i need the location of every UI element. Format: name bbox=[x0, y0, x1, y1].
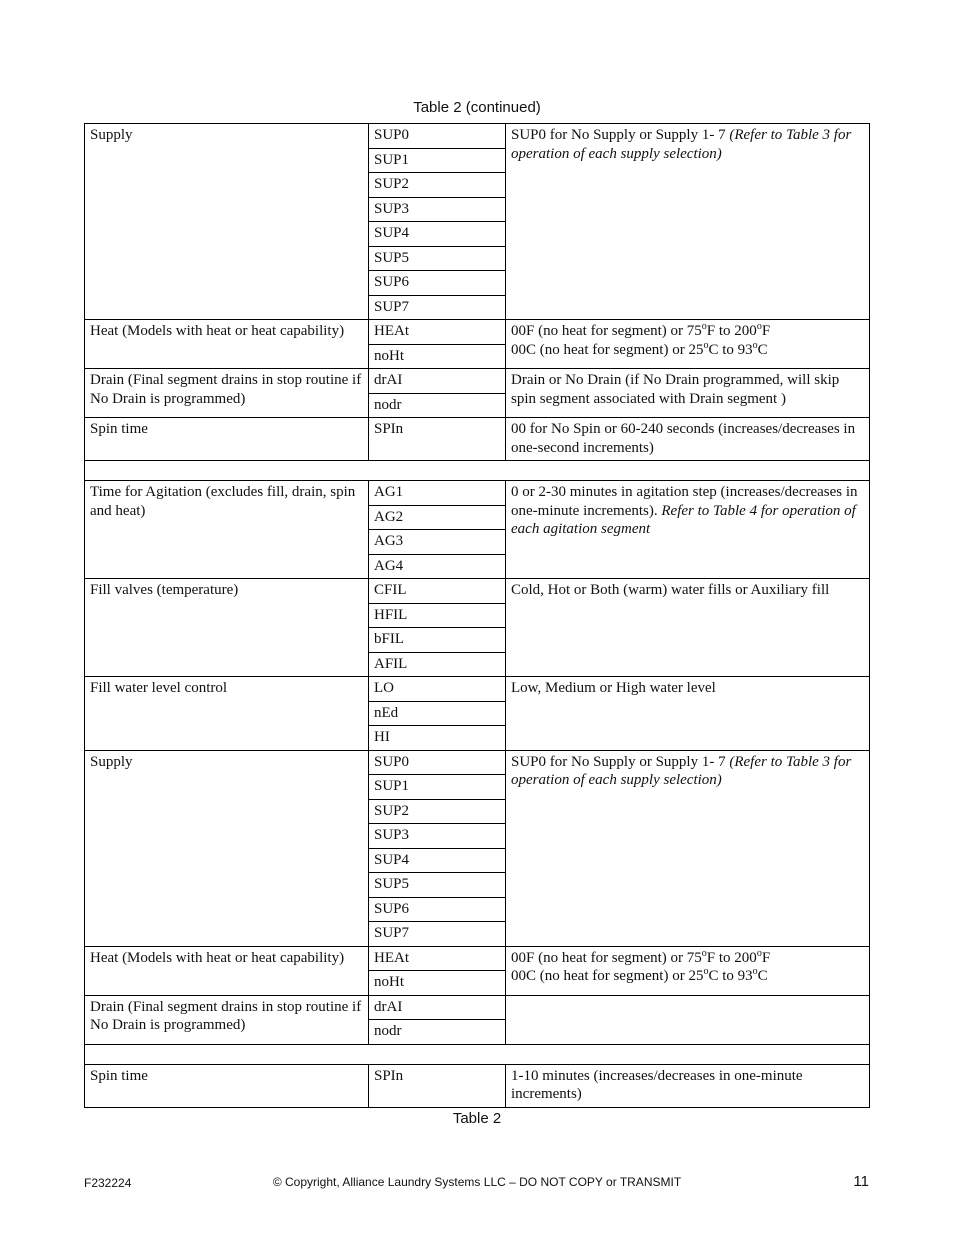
parameter-cell: Drain (Final segment drains in stop routine if No Drain is programmed) bbox=[85, 995, 369, 1044]
degree-sign: o bbox=[756, 947, 762, 959]
description-text: C bbox=[757, 968, 768, 984]
description-cell bbox=[506, 750, 870, 946]
code-cell: noHt bbox=[369, 344, 506, 369]
code-cell: AFIL bbox=[369, 652, 506, 677]
description-text: SUP0 for No Supply or Supply 1- 7 bbox=[511, 127, 730, 143]
code-cell: drAI bbox=[369, 369, 506, 394]
description-reference: Refer to Table 4 for operation of each agitation segment bbox=[511, 502, 856, 537]
code-cell: drAI bbox=[369, 995, 506, 1020]
description-text: C bbox=[757, 341, 768, 358]
table-separator-row bbox=[85, 1044, 870, 1064]
code-cell: SUP4 bbox=[369, 848, 506, 873]
description-text: F to 200 bbox=[706, 949, 757, 966]
code-cell: HFIL bbox=[369, 603, 506, 628]
parameter-cell: Supply bbox=[85, 750, 369, 946]
code-cell: nEd bbox=[369, 701, 506, 726]
code-cell: AG3 bbox=[369, 530, 506, 555]
code-cell: SUP1 bbox=[369, 148, 506, 173]
description-text: 00C (no heat for segment) or 25 bbox=[511, 341, 704, 358]
parameter-cell: Time for Agitation (excludes fill, drain, spin and heat) bbox=[85, 481, 369, 579]
description-text: C to 93 bbox=[708, 968, 753, 984]
code-cell: LO bbox=[369, 677, 506, 702]
code-cell: SUP6 bbox=[369, 897, 506, 922]
parameter-cell: Spin time bbox=[85, 418, 369, 461]
description-cell bbox=[506, 946, 870, 995]
table-row bbox=[85, 320, 870, 345]
code-cell: SUP2 bbox=[369, 173, 506, 198]
copyright-notice: © Copyright, Alliance Laundry Systems LLC – DO NOT COPY or TRANSMIT bbox=[272, 1175, 682, 1189]
code-cell: noHt bbox=[369, 971, 506, 996]
description-cell: 00 for No Spin or 60-240 seconds (increases/decreases in one-second increments) bbox=[506, 418, 870, 461]
settings-table bbox=[84, 123, 870, 1108]
table-row bbox=[85, 418, 870, 461]
code-cell: SPIn bbox=[369, 418, 506, 461]
description-text: 0 or 2-30 minutes in agitation step (increases/decreases in one-minute increments). bbox=[511, 484, 858, 519]
parameter-cell: Heat (Models with heat or heat capability) bbox=[85, 946, 369, 995]
description-cell: 1-10 minutes (increases/decreases in one-minute increments) bbox=[506, 1064, 870, 1107]
degree-sign: o bbox=[703, 339, 709, 351]
code-cell: SUP5 bbox=[369, 246, 506, 271]
description-text: C to 93 bbox=[708, 341, 753, 358]
code-cell: HI bbox=[369, 726, 506, 751]
code-cell: CFIL bbox=[369, 579, 506, 604]
code-cell: bFIL bbox=[369, 628, 506, 653]
table-row bbox=[85, 1064, 870, 1107]
code-cell: SUP7 bbox=[369, 922, 506, 947]
description-text: SUP0 for No Supply or Supply 1- 7 bbox=[511, 753, 730, 770]
settings-table-container bbox=[84, 123, 870, 1108]
page-number: 11 bbox=[853, 1173, 869, 1190]
table-row bbox=[85, 677, 870, 702]
degree-sign: o bbox=[752, 966, 758, 977]
code-cell: SUP4 bbox=[369, 222, 506, 247]
document-id: F232224 bbox=[84, 1176, 132, 1190]
description-cell: Drain or No Drain (if No Drain programmed, will skip spin segment associated with Drain segment ) bbox=[506, 369, 870, 418]
code-cell: SUP2 bbox=[369, 799, 506, 824]
parameter-cell: Spin time bbox=[85, 1064, 369, 1107]
code-cell: AG2 bbox=[369, 505, 506, 530]
degree-sign: o bbox=[752, 339, 758, 351]
table-caption-continued: Table 2 (continued) bbox=[413, 99, 541, 116]
table-row bbox=[85, 750, 870, 775]
description-cell bbox=[506, 124, 870, 320]
parameter-cell: Fill valves (temperature) bbox=[85, 579, 369, 677]
code-cell: SPIn bbox=[369, 1064, 506, 1107]
degree-sign: o bbox=[701, 321, 707, 332]
description-cell bbox=[506, 481, 870, 579]
table-row bbox=[85, 946, 870, 971]
description-text: 00F (no heat for segment) or 75 bbox=[511, 323, 702, 339]
parameter-cell: Drain (Final segment drains in stop routine if No Drain is programmed) bbox=[85, 369, 369, 418]
description-text: F bbox=[761, 323, 771, 339]
parameter-cell: Fill water level control bbox=[85, 677, 369, 751]
description-cell: Low, Medium or High water level bbox=[506, 677, 870, 751]
degree-sign: o bbox=[756, 321, 762, 332]
description-reference: (Refer to Table 3 for operation of each supply selection) bbox=[511, 127, 852, 162]
table-separator-row bbox=[85, 461, 870, 481]
code-cell: SUP3 bbox=[369, 197, 506, 222]
code-cell: AG1 bbox=[369, 481, 506, 506]
parameter-cell: Heat (Models with heat or heat capability) bbox=[85, 320, 369, 369]
code-cell: SUP0 bbox=[369, 124, 506, 149]
code-cell: SUP1 bbox=[369, 775, 506, 800]
code-cell: nodr bbox=[369, 1020, 506, 1045]
description-text: F to 200 bbox=[706, 323, 757, 339]
code-cell: SUP5 bbox=[369, 873, 506, 898]
table-row bbox=[85, 124, 870, 149]
description-cell-empty bbox=[506, 995, 870, 1044]
code-cell: AG4 bbox=[369, 554, 506, 579]
degree-sign: o bbox=[701, 947, 707, 959]
code-cell: HEAt bbox=[369, 320, 506, 345]
parameter-cell: Supply bbox=[85, 124, 369, 320]
table-row bbox=[85, 995, 870, 1020]
table-caption: Table 2 bbox=[452, 1110, 502, 1127]
description-text: 00C (no heat for segment) or 25 bbox=[511, 968, 704, 984]
degree-sign: o bbox=[703, 966, 709, 977]
code-cell: SUP0 bbox=[369, 750, 506, 775]
code-cell: SUP7 bbox=[369, 295, 506, 320]
description-cell bbox=[506, 320, 870, 369]
description-text: 00F (no heat for segment) or 75 bbox=[511, 949, 702, 966]
separator-cell bbox=[85, 1044, 870, 1064]
code-cell: SUP6 bbox=[369, 271, 506, 296]
code-cell: SUP3 bbox=[369, 824, 506, 849]
table-row bbox=[85, 481, 870, 506]
table-row bbox=[85, 579, 870, 604]
separator-cell bbox=[85, 461, 870, 481]
description-text: F bbox=[761, 949, 771, 966]
table-row bbox=[85, 369, 870, 394]
code-cell: HEAt bbox=[369, 946, 506, 971]
description-cell: Cold, Hot or Both (warm) water fills or Auxiliary fill bbox=[506, 579, 870, 677]
code-cell: nodr bbox=[369, 393, 506, 418]
description-reference: (Refer to Table 3 for operation of each supply selection) bbox=[511, 753, 852, 788]
